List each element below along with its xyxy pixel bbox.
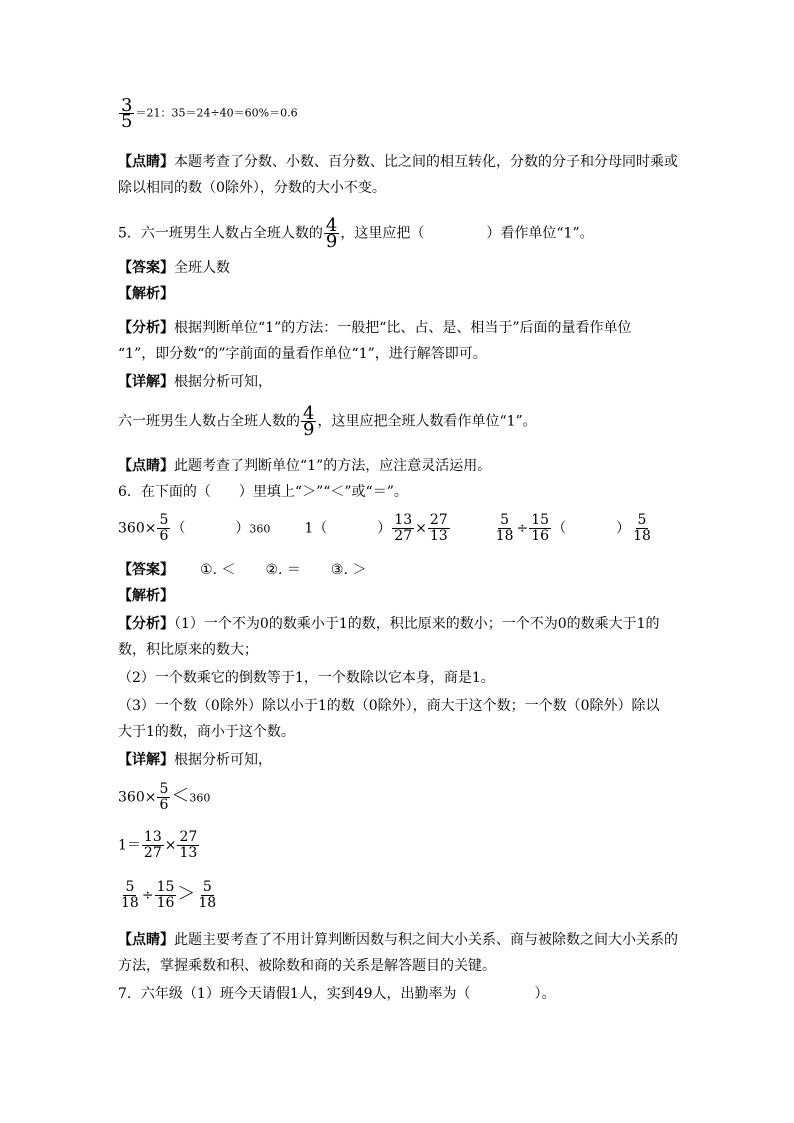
q6-detail-1: 360× $\frac{5}{6}$ ＜360 [118,781,211,813]
fraction: $\frac{15}{16}$ [531,512,550,544]
q6-fenxi-line3: （2）一个数乘它的倒数等于1，一个数除以它本身，商是1。 [118,670,495,686]
fraction: $\frac{5}{18}$ [198,879,217,911]
fraction: $\frac{13}{27}$ [143,829,162,861]
fraction: $\frac{5}{18}$ [633,512,651,544]
q6-title: 6．在下面的（ ）里填上“＞”“＜”或“＝”。 [118,484,408,500]
q6-detail-2: 1＝ $\frac{13}{27}$ × $\frac{27}{13}$ [118,829,198,861]
q6-detail-3: $\frac{5}{18}$ ÷ $\frac{15}{16}$ ＞ $\frac{5}{18}$ [121,879,217,911]
q5-dianjing: 【点睛】此题考查了判断单位“1”的方法，应注意灵活运用。 [118,458,492,474]
fraction: $\frac{4}{9}$ [303,403,315,440]
q6-dianjing-line1: 【点睛】此题主要考查了不用计算判断因数与积之间大小关系、商与被除数之间大小关系的 [118,932,678,948]
fraction: $\frac{5}{6}$ [159,512,169,544]
q4-dianjing-line1: 【点睛】本题考查了分数、小数、百分数、比之间的相互转化，分数的分子和分母同时乘或 [118,154,678,170]
q6-fenxi-line2: 数，积比原来的数大； [118,642,258,658]
q5-detail: 六一班男生人数占全班人数的 $\frac{4}{9}$ ，这里应把全班人数看作单位“1”。 [118,403,537,440]
q6-answer: 【答案】 ①. ＜ ②. ＝ ③. ＞ [118,562,367,578]
q5-answer: 【答案】全班人数 [118,260,230,276]
fraction: $\frac{4}{9}$ [325,215,338,252]
fraction: $\frac{3}{5}$ [121,95,133,132]
q5-fenxi-line1: 【分析】根据判断单位“1”的方法：一般把“比、占、是、相当于”后面的量看作单位 [118,320,632,336]
q5-xiangjie: 【详解】根据分析可知， [118,374,272,390]
q6-jiexi: 【解析】 [118,588,174,604]
fraction: $\frac{13}{27}$ [394,512,413,544]
fraction: $\frac{15}{16}$ [156,879,175,911]
q6-fenxi-line4: （3）一个数（0除外）除以小于1的数（0除外），商大于这个数；一个数（0除外）除以 [118,698,660,714]
fraction: $\frac{5}{18}$ [121,879,139,911]
q5-question: 5．六一班男生人数占全班人数的 $\frac{4}{9}$ ，这里应把（ ）看作单位“1”。 [118,215,594,252]
q4-dianjing-line2: 除以相同的数（0除外），分数的大小不变。 [118,180,386,196]
q4-equation: $\frac{3}{5}$ ＝21：35＝24÷40＝60%＝0.6 [121,95,298,132]
q6-xiangjie: 【详解】根据分析可知， [118,752,272,768]
q6-dianjing-line2: 方法，掌握乘数和积、被除数和商的关系是解答题目的关键。 [118,958,496,974]
fraction: $\frac{5}{18}$ [495,512,514,544]
q5-fenxi-line2: “1”，即分数“的”字前面的量看作单位“1”，进行解答即可。 [118,346,487,362]
fraction: $\frac{5}{6}$ [159,781,169,813]
q6-fenxi-line1: 【分析】（1）一个不为0的数乘小于1的数，积比原来的数小；一个不为0的数乘大于1的 [118,616,660,632]
q7-question: 7．六年级（1）班今天请假1人，实到49人，出勤率为（ ）。 [118,986,556,1002]
fraction: $\frac{27}{13}$ [179,829,198,861]
q6-fenxi-line5: 大于1的数，商小于这个数。 [118,724,295,740]
fraction: $\frac{27}{13}$ [429,512,448,544]
q6-problems: 360× $\frac{5}{6}$ （ ）360 1（ ） $\frac{13}{27}$ × $\frac{27}{13}$ $\frac{5}{18}$ ÷ $\frac{15}{16}$ （ ） $\frac{5}{18}$ [118,512,651,544]
q5-jiexi: 【解析】 [118,286,174,302]
